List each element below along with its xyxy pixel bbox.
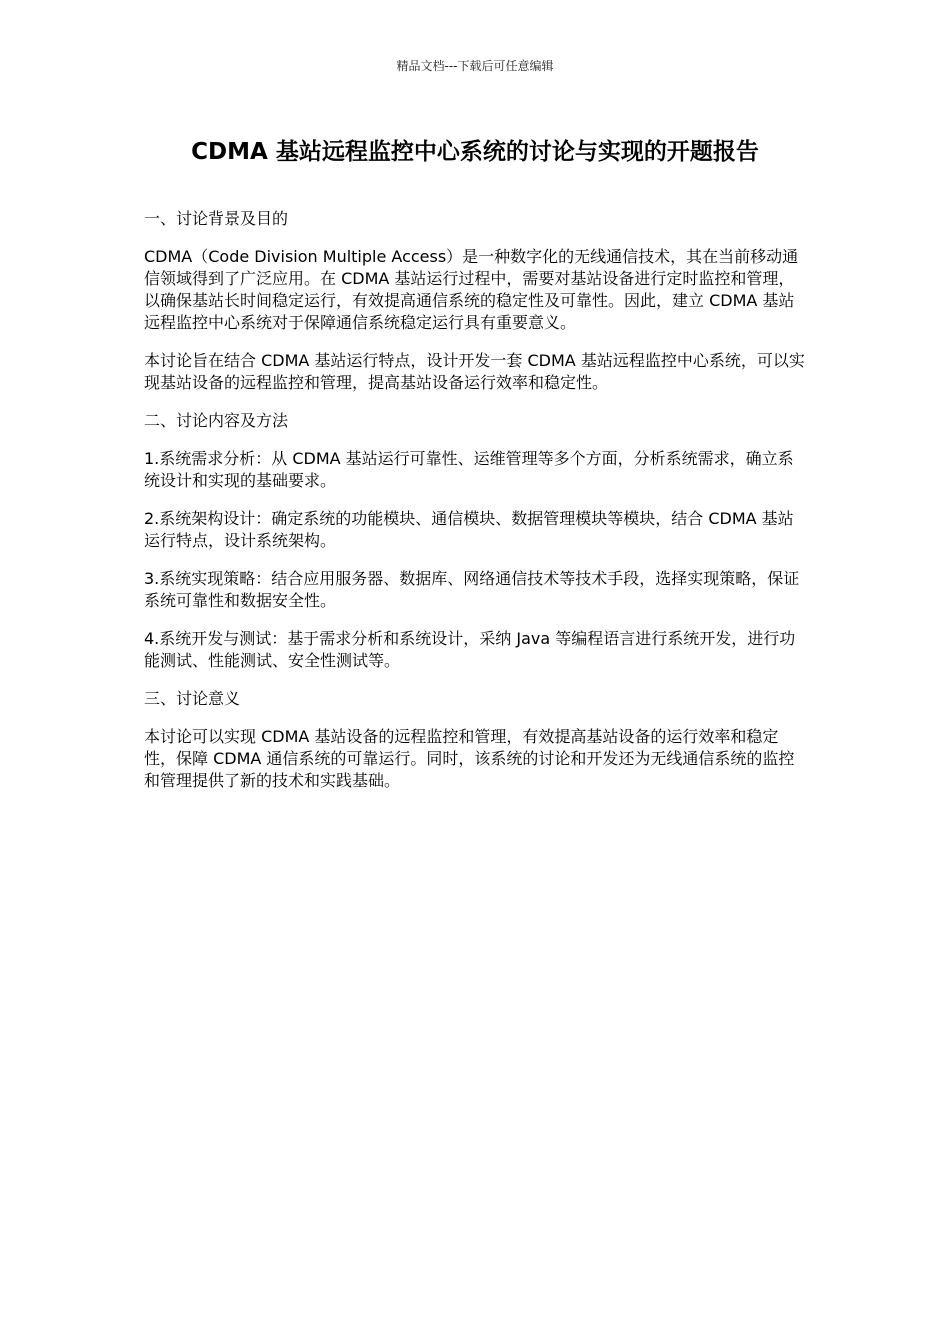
paragraph: 3.系统实现策略：结合应用服务器、数据库、网络通信技术等技术手段，选择实现策略，保证系统可靠性和数据安全性。 [144, 569, 800, 610]
section-heading: 二、讨论内容及方法 [144, 411, 289, 430]
paragraph: 2.系统架构设计：确定系统的功能模块、通信模块、数据管理模块等模块，结合 CDMA 基站运行特点，设计系统架构。 [144, 509, 794, 550]
header-note: 精品文档---下载后可任意编辑 [396, 59, 554, 73]
section-background [144, 208, 808, 394]
paragraph: CDMA（Code Division Multiple Access）是一种数字化的无线通信技术，其在当前移动通信领域得到了广泛应用。在 CDMA 基站运行过程中，需要对基站设备进行定时监控和管理，以确保基站长时间稳定运行，有效提高通信系统的稳定性及可靠性。因此，建立 CDMA 基站远程监控中心系统对于保障通信系统稳定运行具有重要意义。 [144, 247, 799, 332]
section-heading: 一、讨论背景及目的 [144, 209, 289, 228]
paragraph: 1.系统需求分析：从 CDMA 基站运行可靠性、运维管理等多个方面，分析系统需求，确立系统设计和实现的基础要求。 [144, 449, 794, 490]
document-title: CDMA 基站远程监控中心系统的讨论与实现的开题报告 [191, 139, 759, 165]
section-heading: 三、讨论意义 [144, 689, 241, 708]
section-content-methods [144, 410, 808, 672]
paragraph: 本讨论旨在结合 CDMA 基站运行特点，设计开发一套 CDMA 基站远程监控中心系统，可以实现基站设备的远程监控和管理，提高基站设备运行效率和稳定性。 [144, 351, 805, 392]
document-body [144, 208, 808, 808]
paragraph: 本讨论可以实现 CDMA 基站设备的远程监控和管理，有效提高基站设备的运行效率和稳定性，保障 CDMA 通信系统的可靠运行。同时，该系统的讨论和开发还为无线通信系统的监控和管理提供了新的技术和实践基础。 [144, 727, 795, 790]
paragraph: 4.系统开发与测试：基于需求分析和系统设计，采纳 Java 等编程语言进行系统开发，进行功能测试、性能测试、安全性测试等。 [144, 629, 796, 670]
section-significance [144, 688, 808, 792]
